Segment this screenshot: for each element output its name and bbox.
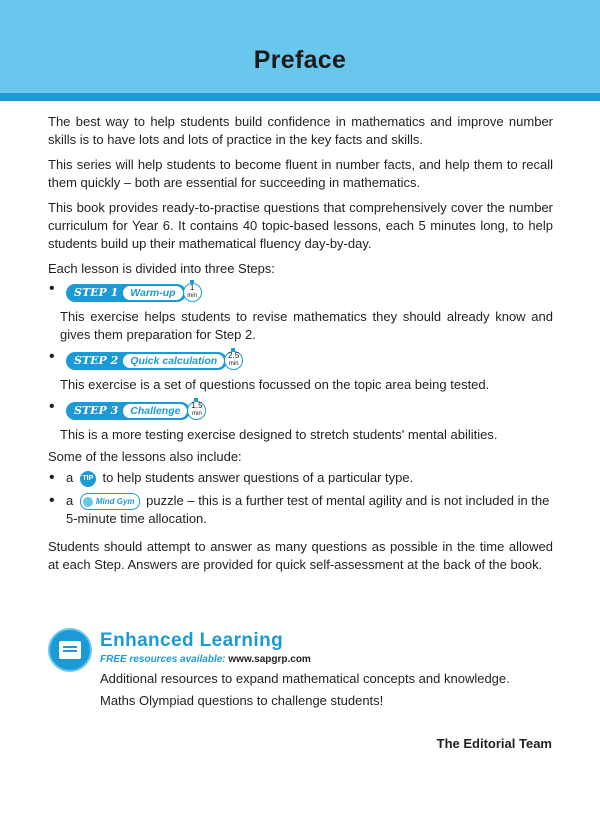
intro-paragraph-1: The best way to help students build confidence in mathematics and improve number skills is to have lots and lots of practice in the key facts and skills. (48, 114, 553, 147)
step-2-heading (48, 348, 553, 372)
tip-icon: TIP (80, 471, 96, 487)
steps-intro: Each lesson is divided into three Steps: (48, 261, 275, 276)
step-3-number: STEP 3 (74, 404, 119, 417)
step-2-name: Quick calculation (123, 354, 224, 368)
tip-text: to help students answer questions of a particular type. (102, 470, 414, 485)
page-title: Preface (253, 46, 347, 74)
stopwatch-icon (187, 401, 206, 420)
bullet-icon: • (49, 348, 55, 365)
stopwatch-icon (224, 351, 243, 370)
step-1-heading (48, 280, 553, 304)
step-2-unit: min (228, 361, 239, 367)
resources-prefix: FREE resources available: (100, 654, 226, 665)
extras-intro: Some of the lessons also include: (48, 449, 242, 464)
extra-mind-gym-item (48, 492, 553, 528)
resources-url-link[interactable]: www.sapgrp.com (228, 654, 311, 665)
bullet-icon: • (49, 280, 55, 297)
gym-prefix: a (66, 493, 74, 508)
intro-paragraph-3: This book provides ready-to-practise questions that comprehensively cover the number curriculum for Year 6. It contains 40 topic-based lessons, each 5 minutes long, to help students build up their mathematical fluency day-by-day. (48, 200, 553, 251)
page-header (0, 0, 600, 101)
step-3-time: 1.5 (191, 401, 203, 410)
bullet-icon: • (49, 398, 55, 415)
gym-text: puzzle – this is a further test of mental agility and is not included in the 5-minute time allocation. (66, 493, 550, 527)
screen-icon (59, 641, 81, 659)
mind-gym-icon (80, 493, 140, 510)
step-2-description: This exercise is a set of questions focussed on the topic area being tested. (60, 377, 490, 392)
preface-body (48, 113, 553, 581)
step-2-time: 2.5 (228, 351, 240, 360)
stopwatch-icon (183, 283, 202, 302)
step-1-time: 1 (189, 283, 195, 292)
step-1-number: STEP 1 (74, 286, 119, 299)
step-3-name: Challenge (123, 404, 187, 418)
intro-paragraph-2: This series will help students to become fluent in number facts, and help them to recall them quickly – both are essential for succeeding in mathematics. (48, 157, 553, 190)
brain-icon (83, 497, 93, 507)
enhanced-line-1: Additional resources to expand mathematical concepts and knowledge. (100, 671, 510, 686)
step-1-name: Warm-up (123, 286, 182, 300)
mind-gym-label: Mind Gym (95, 496, 135, 506)
closing-paragraph: Students should attempt to answer as many questions as possible in the time allowed at each Step. Answers are provided for quick self-assessment at the back of the book. (48, 539, 553, 573)
enhanced-learning-title: Enhanced Learning (100, 630, 284, 651)
tip-prefix: a (66, 470, 74, 485)
step-2-badge (66, 352, 227, 370)
step-1-badge (66, 284, 186, 302)
enhanced-learning-logo-icon (48, 628, 92, 672)
step-3-heading (48, 398, 553, 422)
signature: The Editorial Team (436, 736, 552, 751)
step-3-badge (66, 402, 190, 420)
bullet-icon: • (49, 469, 55, 486)
bullet-icon: • (49, 492, 55, 509)
step-1-unit: min (187, 293, 197, 299)
enhanced-line-2: Maths Olympiad questions to challenge students! (100, 693, 384, 708)
step-2-number: STEP 2 (74, 354, 119, 367)
step-3-unit: min (192, 411, 202, 417)
step-1-description: This exercise helps students to revise mathematics they should already know and gives them preparation for Step 2. (60, 309, 553, 342)
step-3-description: This is a more testing exercise designed to stretch students' mental abilities. (60, 427, 498, 442)
resources-line (100, 654, 311, 665)
extra-tip-item (48, 469, 553, 487)
